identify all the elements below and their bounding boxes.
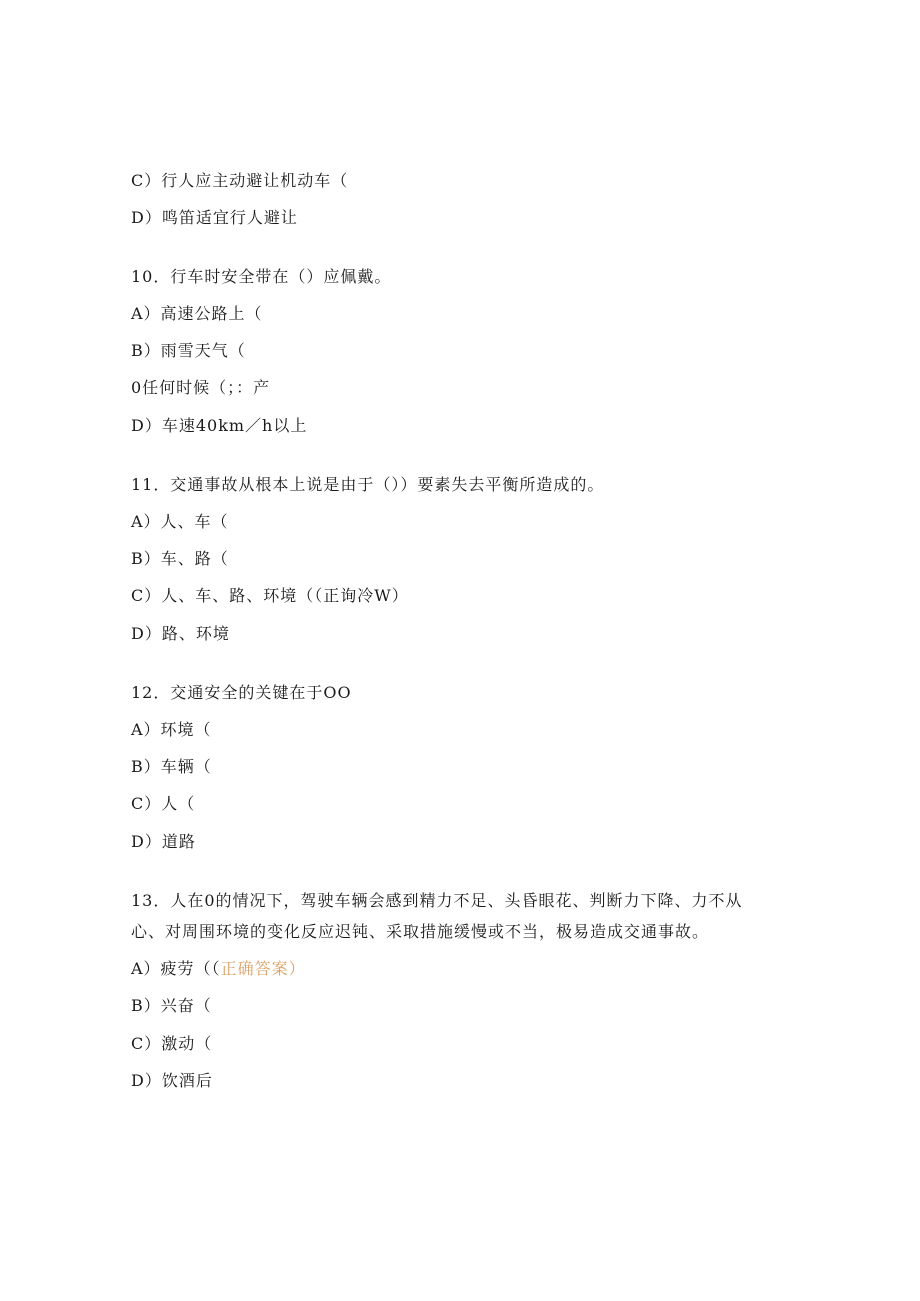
correct-answer-mark: 正确答案）: [220, 959, 306, 978]
q13-option-c: C）激动（: [131, 1034, 213, 1053]
q10-question: 10．行车时安全带在（）应佩戴。: [131, 267, 392, 286]
q13-option-a-text: A）疲劳（（: [131, 959, 221, 978]
q11-option-d: D）路、环境: [131, 624, 230, 643]
q12-option-b: B）车辆（: [131, 757, 212, 776]
q9-option-c: C）行人应主动避让机动车（: [131, 171, 349, 190]
q10-option-d: D）车速40km／h以上: [131, 416, 308, 435]
q10-option-c: 0任何时候（；：产: [131, 378, 271, 397]
q12-option-a: A）环境（: [131, 720, 212, 739]
q13-option-d: D）饮酒后: [131, 1071, 213, 1090]
q13-option-b: B）兴奋（: [131, 996, 212, 1015]
q11-option-b: B）车、路（: [131, 549, 229, 568]
q13-question-line2: 心、对周围环境的变化反应迟钝、采取措施缓慢或不当，极易造成交通事故。: [131, 922, 710, 941]
q13-option-a: [131, 959, 306, 979]
q12-question: 12．交通安全的关键在于OO: [131, 683, 352, 702]
q12-option-d: D）道路: [131, 832, 196, 851]
q10-option-b: B）雨雪天气（: [131, 341, 246, 360]
q12-option-c: C）人（: [131, 794, 196, 813]
q10-option-a: A）高速公路上（: [131, 304, 263, 323]
q11-option-a: A）人、车（: [131, 512, 229, 531]
q9-option-d: D）鸣笛适宜行人避让: [131, 208, 298, 227]
q11-question: 11．交通事故从根本上说是由于（））要素失去平衡所造成的。: [131, 475, 605, 494]
q11-option-c: C）人、车、路、环境（（正询冷W）: [131, 586, 409, 605]
q13-question-line1: 13．人在0的情况下，驾驶车辆会感到精力不足、头昏眼花、判断力下降、力不从: [131, 891, 743, 910]
